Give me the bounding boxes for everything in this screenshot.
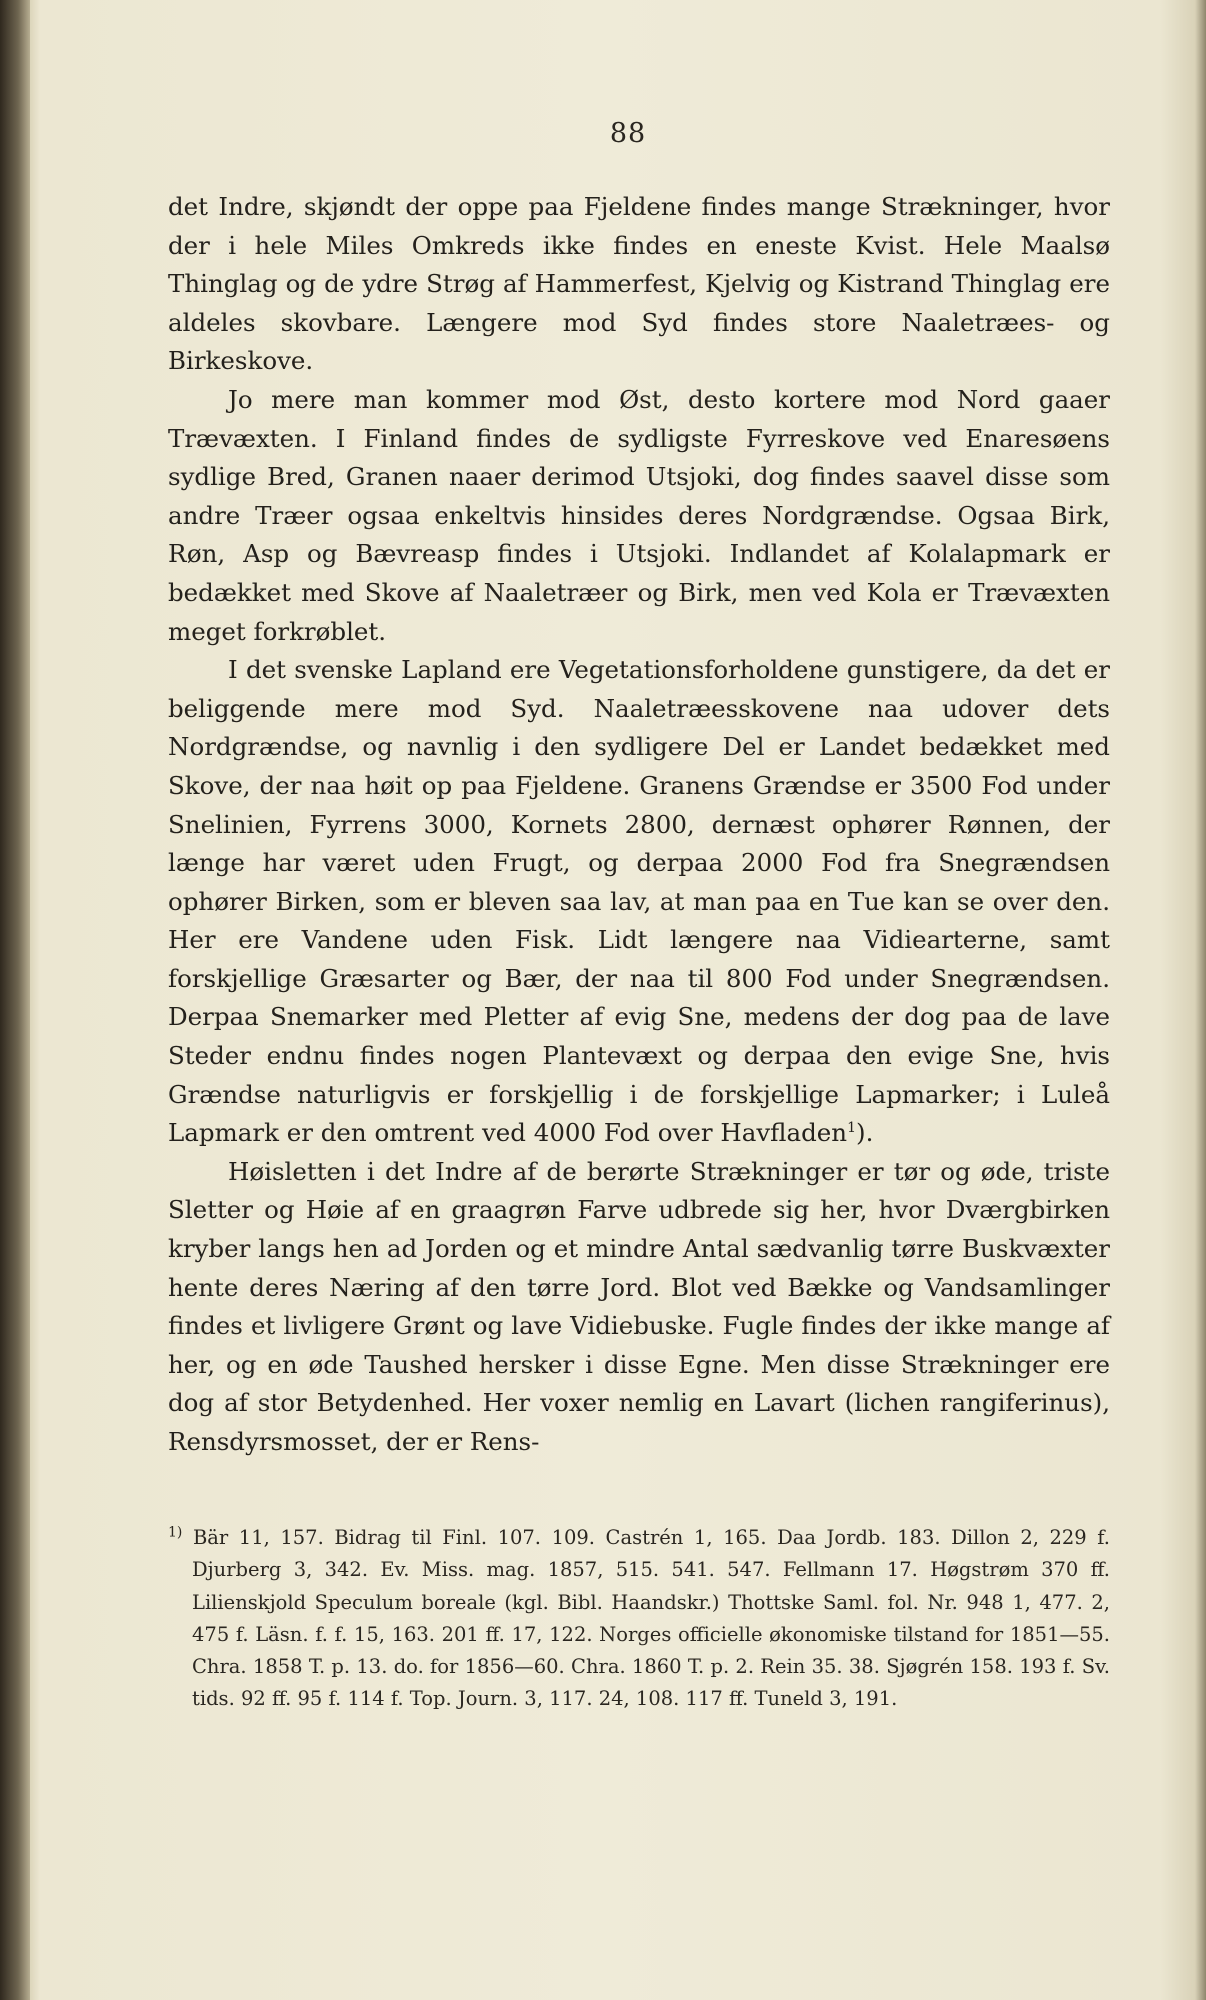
footnote-reference: 1 bbox=[847, 1120, 857, 1137]
paragraph-3-text: I det svenske Lapland ere Vegetationsforholdene gunstigere, da det er beliggende mere mod Syd. Naaletræesskovene naa udover dets Nordgrændse, og navnlig i den sydligere Del er Landet bedækket med Skove, der naa høit op paa Fjeldene. Granens Grændse er 3500 Fod under Snelinien, Fyrrens 3000, Kornets 2800, dernæst ophører Rønnen, der længe har været uden Frugt, og derpaa 2000 Fod fra Snegrændsen ophører Birken, som er bleven saa lav, at man paa en Tue kan se over den. Her ere Vandene uden Fisk. Lidt længere naa Vidiearterne, samt forskjellige Græsarter og Bær, der naa til 800 Fod under Snegrændsen. Derpaa Snemarker med Pletter af evig Sne, medens der dog paa de lave Steder endnu findes nogen Plantevæxt og derpaa den evige Sne, hvis Grændse naturligvis er forskjellig i de forskjellige Lapmarker; i Luleå Lapmark er den omtrent ved 4000 Fod over Havfladen bbox=[168, 655, 1110, 1148]
paragraph-4: Høisletten i det Indre af de berørte Strækninger er tør og øde, triste Sletter og Høie af en graagrøn Farve udbrede sig her, hvor Dværgbirken kryber langs hen ad Jorden og et mindre Antal sædvanlig tørre Buskvæxter hente deres Næring af den tørre Jord. Blot ved Bække og Vandsamlinger findes et livligere Grønt og lave Vidiebuske. Fugle findes der ikke mange af her, og en øde Taushed hersker i disse Egne. Men disse Strækninger ere dog af stor Betydenhed. Her voxer nemlig en Lavart (lichen rangiferinus), Rensdyrsmosset, der er Rens- bbox=[168, 1156, 1110, 1456]
footnote-marker: 1) bbox=[168, 1524, 183, 1541]
book-spine bbox=[0, 0, 30, 2000]
footnote-reference-suffix: ). bbox=[856, 1118, 874, 1148]
main-text bbox=[168, 188, 1110, 1462]
page-number: 88 bbox=[609, 118, 647, 149]
paragraph-1: det Indre, skjøndt der oppe paa Fjeldene findes mange Strækninger, hvor der i hele Miles Omkreds ikke findes en eneste Kvist. Hele Maalsø Thinglag og de ydre Strøg af Hammerfest, Kjelvig og Kistrand Thinglag ere aldeles skovbare. Længere mod Syd findes store Naaletræes- og Birkeskove. bbox=[168, 192, 1110, 376]
footnote-text: Bär 11, 157. Bidrag til Finl. 107. 109. Castrén 1, 165. Daa Jordb. 183. Dillon 2, 229 f. Djurberg 3, 342. Ev. Miss. mag. 1857, 515. 541. 547. Fellmann 17. Høgstrøm 370 ff. Lilienskjold Speculum boreale (kgl. Bibl. Haandskr.) Thottske Saml. fol. Nr. 948 1, 477. 2, 475 f. Läsn. f. f. 15, 163. 201 ff. 17, 122. Norges officielle økonomiske tilstand for 1851—55. Chra. 1858 T. p. 13. do. for 1856—60. Chra. 1860 T. p. 2. Rein 35. 38. Sjøgrén 158. 193 f. Sv. tids. 92 ff. 95 f. 114 f. Top. Journ. 3, 117. 24, 108. 117 ff. Tuneld 3, 191. bbox=[192, 1526, 1110, 1711]
footnote-1 bbox=[168, 1522, 1110, 1716]
footnotes bbox=[168, 1522, 1110, 1716]
paragraph-3 bbox=[168, 651, 1110, 1153]
paragraph-2: Jo mere man kommer mod Øst, desto kortere mod Nord gaaer Trævæxten. I Finland findes de sydligste Fyrreskove ved Enaresøens sydlige Bred, Granen naaer derimod Utsjoki, dog findes saavel disse som andre Træer ogsaa enkeltvis hinsides deres Nordgrændse. Ogsaa Birk, Røn, Asp og Bævreasp findes i Utsjoki. Indlandet af Kolalapmark er bedækket med Skove af Naaletræer og Birk, men ved Kola er Trævæxten meget forkrøblet. bbox=[168, 384, 1110, 646]
